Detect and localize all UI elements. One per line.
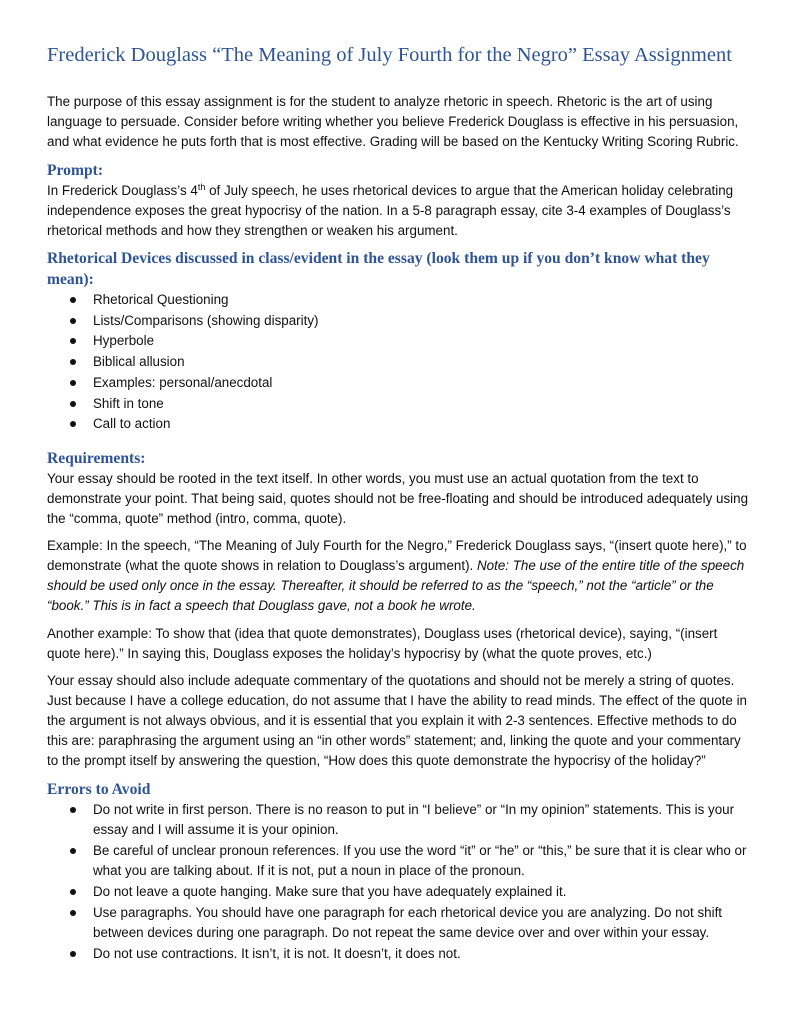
bullet-icon	[70, 401, 76, 407]
bullet-icon	[70, 318, 76, 324]
list-item-text: Use paragraphs. You should have one paragraph for each rhetorical device you are analyzing. Do not shift between devices during one paragraph. Do not repeat the same device over and over within your essay.	[93, 905, 723, 940]
requirements-paragraph-3: Another example: To show that (idea that quote demonstrates), Douglass uses (rhetorical device), saying, “(insert quote here).” In saying this, Douglass exposes the holiday’s hypocrisy by (what the quote proves, etc.)	[47, 626, 718, 661]
requirements-paragraph-1: Your essay should be rooted in the text itself. In other words, you must use an actual quotation from the text to demonstrate your point. That being said, quotes should not be free-floating and should be introduced adequately using the “comma, quote” method (intro, comma, quote).	[47, 471, 749, 526]
list-item	[47, 373, 747, 394]
devices-heading: Rhetorical Devices discussed in class/evident in the essay (look them up if you don’t know what they mean):	[47, 250, 710, 288]
prompt-text-end: of July speech, he uses rhetorical devices to argue that the American holiday celebrating independence exposes the great hypocrisy of the nation. In a 5-8 paragraph essay, cite 3-4 examples of Douglass’s rhetorical methods and how they strengthen or weaken his argument.	[47, 183, 734, 238]
list-item-text: Do not leave a quote hanging. Make sure that you have adequately explained it.	[93, 884, 567, 899]
devices-section	[47, 248, 747, 435]
bullet-icon	[70, 807, 76, 813]
requirements-section	[47, 448, 752, 529]
prompt-section	[47, 160, 752, 241]
example-note: Note: The use of the entire title of the speech should be used only once in the essay. Thereafter, it should be referred to as the “speech,” not the “article” or the “book.” This is in fact a speech that Douglass gave, not a book he wrote.	[47, 558, 745, 613]
bullet-icon	[70, 338, 76, 344]
bullet-icon	[70, 380, 76, 386]
prompt-text-start: In Frederick Douglass’s 4	[47, 183, 198, 198]
bullet-icon	[70, 889, 76, 895]
list-item-text: Be careful of unclear pronoun references. If you use the word “it” or “he” or “this,” be sure that it is clear who or what you are talking about. If it is not, put a noun in place of the pronoun.	[93, 843, 747, 878]
errors-section	[47, 779, 757, 965]
requirements-paragraph-4: Your essay should also include adequate commentary of the quotations and should not be merely a string of quotes. Just because I have a college education, do not assume that I have the ability to read minds. The effect of the quote in the argument is not always obvious, and it is essential that you explain it with 2-3 sentences. Effective methods to do this are: paraphrasing the argument using an “in other words” statement; and, linking the quote and your commentary to the prompt itself by answering the question, “How does this quote demonstrate the hypocrisy of the holiday?”	[47, 673, 747, 768]
prompt-paragraph	[47, 181, 752, 241]
prompt-superscript: th	[197, 182, 206, 192]
intro-section	[47, 92, 752, 152]
example-text: Example: In the speech, “The Meaning of July Fourth for the Negro,” Frederick Douglass says, “(insert quote here),” to demonstrate (what the quote shows in relation to Douglass’s argument).	[47, 538, 747, 573]
bullet-icon	[70, 848, 76, 854]
bullet-icon	[70, 910, 76, 916]
devices-list	[47, 290, 747, 435]
list-item	[47, 882, 757, 902]
errors-heading: Errors to Avoid	[47, 781, 151, 798]
bullet-icon	[70, 359, 76, 365]
commentary-section	[47, 671, 752, 771]
list-item-text: Biblical allusion	[93, 354, 185, 370]
list-item-text: Rhetorical Questioning	[93, 292, 229, 307]
document-title: Frederick Douglass “The Meaning of July Fourth for the Negro” Essay Assignment	[47, 44, 732, 66]
list-item	[47, 800, 757, 840]
list-item-text: Do not write in first person. There is no reason to put in “I believe” or “In my opinion” statements. This is your essay and I will assume it is your opinion.	[93, 802, 735, 837]
intro-paragraph: The purpose of this essay assignment is for the student to analyze rhetoric in speech. Rhetoric is the art of using language to persuade. Consider before writing whether you believe Frederick Douglass is effective in his persuasion, and what evidence he puts forth that is most effective. Grading will be based on the Kentucky Writing Scoring Rubric.	[47, 94, 739, 149]
requirements-heading: Requirements:	[47, 450, 146, 467]
list-item-text: Shift in tone	[93, 395, 164, 411]
list-item-text: Lists/Comparisons (showing disparity)	[93, 312, 319, 328]
bullet-icon	[70, 297, 76, 303]
list-item	[47, 841, 757, 881]
list-item	[47, 944, 757, 964]
errors-list	[47, 800, 757, 964]
list-item	[47, 290, 747, 311]
list-item-text: Call to action	[93, 416, 171, 432]
list-item	[47, 394, 747, 415]
bullet-icon	[70, 421, 76, 427]
list-item-text: Examples: personal/anecdotal	[93, 374, 273, 390]
list-item-text: Hyperbole	[93, 333, 155, 349]
bullet-icon	[70, 951, 76, 957]
another-example-section	[47, 624, 752, 664]
list-item	[47, 331, 747, 352]
requirements-paragraph-2	[47, 536, 752, 616]
list-item	[47, 903, 757, 943]
prompt-heading: Prompt:	[47, 162, 104, 179]
list-item-text: Do not use contractions. It isn’t, it is not. It doesn’t, it does not.	[93, 946, 461, 961]
list-item	[47, 414, 747, 435]
example-section	[47, 536, 752, 616]
list-item	[47, 352, 747, 373]
list-item	[47, 311, 747, 332]
